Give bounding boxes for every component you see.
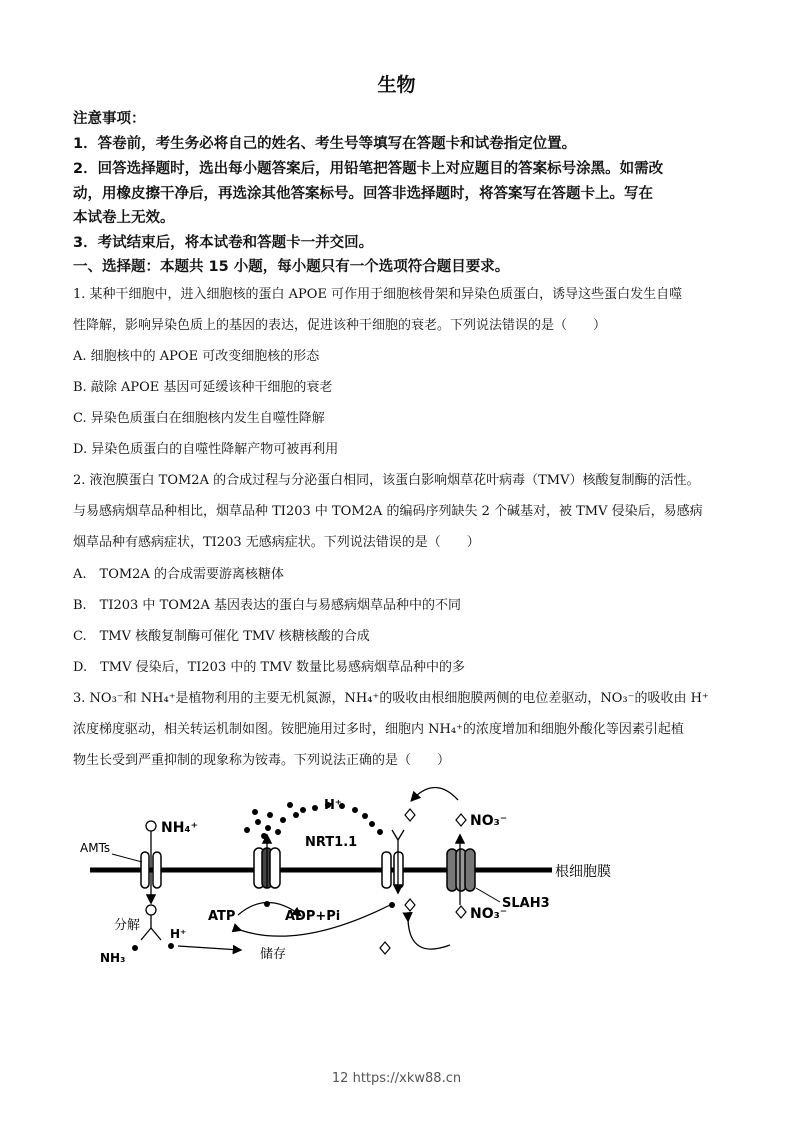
- storage-label: 储存: [260, 947, 287, 962]
- notice-item: 动，用橡皮擦干净后，再选涂其他答案标号。回答非选择题时，将答案写在答题卡上。写在: [73, 186, 653, 202]
- q2-option-b: B. TI203 中 TOM2A 基因表达的蛋白与易感病烟草品种中的不同: [73, 598, 462, 613]
- q2-option-c: C. TMV 核酸复制酶可催化 TMV 核糖核酸的合成: [73, 629, 370, 644]
- q3-stem: 物生长受到严重抑制的现象称为铵毒。下列说法正确的是（ ）: [73, 753, 451, 768]
- notice-item: 1．答卷前，考生务必将自己的姓名、考生号等填写在答题卡和试卷指定位置。: [73, 136, 577, 152]
- q1-option-d: D. 异染色质蛋白的自噬性降解产物可被再利用: [73, 442, 339, 457]
- page-title: 生物: [377, 74, 416, 96]
- notice-item: 本试卷上无效。: [73, 210, 175, 226]
- q2-stem: 2. 液泡膜蛋白 TOM2A 的合成过程与分泌蛋白相同，该蛋白影响烟草花叶病毒（TMV）核酸复制酶的活性。: [73, 473, 700, 488]
- q1-stem: 性降解，影响异染色质上的基因的表达，促进该种干细胞的衰老。下列说法错误的是（ ）: [73, 318, 607, 333]
- no3-top-label: NO₃⁻: [470, 813, 508, 829]
- amts-label: AMTs: [80, 841, 111, 855]
- q3-stem: 浓度梯度驱动，相关转运机制如图。铵肥施用过多时，细胞内 NH₄⁺的浓度增加和细胞外酸化等因素引起植: [73, 722, 684, 737]
- q2-option-d: D. TMV 侵染后，TI203 中的 TMV 数量比易感病烟草品种中的多: [73, 660, 465, 675]
- no3-bottom-label: NO₃⁻: [470, 906, 508, 922]
- h-ion-dots: [244, 802, 383, 839]
- no3-diamond-icon: [405, 809, 415, 821]
- h-top-label: H⁺: [324, 798, 342, 813]
- q1-option-c: C. 异染色质蛋白在细胞核内发生自噬性降解: [73, 411, 325, 426]
- nh3-label: NH₃: [100, 951, 126, 965]
- adp-label: ADP+Pi: [285, 909, 341, 924]
- q1-stem: 1. 某种干细胞中，进入细胞核的蛋白 APOE 可作用于细胞核骨架和异染色质蛋白，诱导这些蛋白发生自噬: [73, 287, 683, 302]
- q2-stem: 与易感病烟草品种相比，烟草品种 TI203 中 TOM2A 的编码序列缺失 2 个碱基对，被 TMV 侵染后，易感病: [73, 504, 703, 519]
- atp-label: ATP: [208, 909, 236, 924]
- slah3-label: SLAH3: [502, 896, 550, 911]
- q1-option-a: A. 细胞核中的 APOE 可改变细胞核的形态: [73, 349, 320, 364]
- slah3-channel: [447, 849, 475, 891]
- q3-stem: 3. NO₃⁻和 NH₄⁺是植物利用的主要无机氮源，NH₄⁺的吸收由根细胞膜两侧的电位差驱动，NO₃⁻的吸收由 H⁺: [73, 691, 709, 706]
- h-bottom-label: H⁺: [170, 927, 187, 941]
- notice-item: 3．考试结束后，将本试卷和答题卡一并交回。: [73, 235, 374, 251]
- nrt-label: NRT1.1: [305, 835, 358, 850]
- section-heading: 一、选择题：本题共 15 小题，每小题只有一个选项符合题目要求。: [73, 259, 510, 275]
- page-footer: 12 https://xkw88.cn: [331, 1071, 462, 1086]
- nh4-ion-icon: [146, 821, 156, 831]
- decompose-label: 分解: [114, 918, 141, 933]
- q2-option-a: A. TOM2A 的合成需要游离核糖体: [73, 567, 284, 582]
- nh4-top-label: NH₄⁺: [161, 820, 198, 836]
- q1-option-b: B. 敲除 APOE 基因可延缓该种干细胞的衰老: [73, 380, 333, 395]
- membrane-label: 根细胞膜: [555, 864, 611, 880]
- notice-heading: 注意事项：: [73, 111, 146, 127]
- notice-item: 2．回答选择题时，选出每小题答案后，用铅笔把答题卡上对应题目的答案标号涂黑。如需改: [73, 161, 664, 177]
- q2-stem: 烟草品种有感病症状，TI203 无感病症状。下列说法错误的是（ ）: [73, 535, 480, 550]
- transport-diagram: [0, 780, 793, 980]
